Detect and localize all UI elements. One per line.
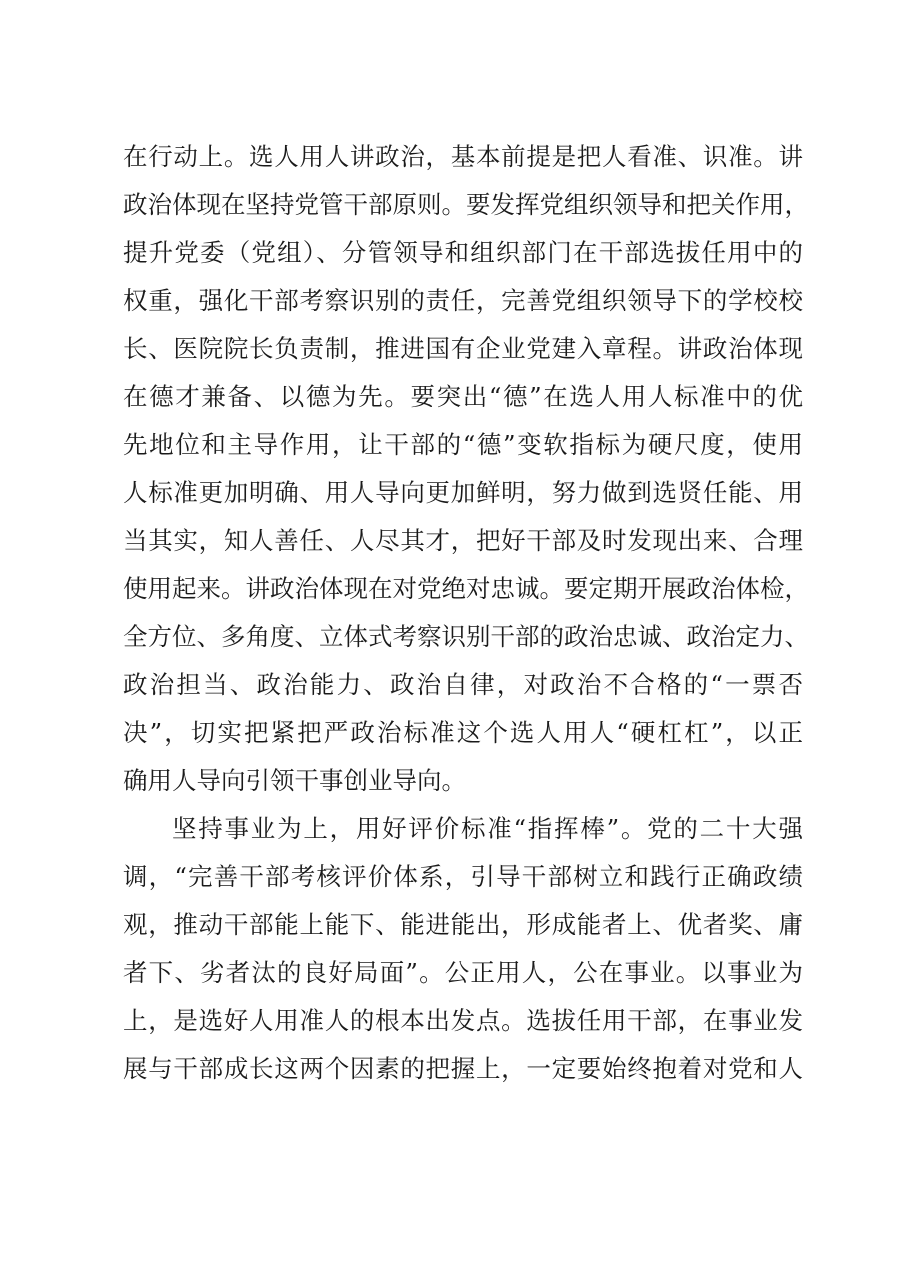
text-line: 展与干部成长这两个因素的把握上，一定要始终抱着对党和人 <box>123 1054 803 1083</box>
text-line: 人标准更加明确、用人导向更加鲜明，努力做到选贤任能、用 <box>123 478 803 507</box>
text-line: 政治体现在坚持党管干部原则。要发挥党组织领导和把关作用， <box>123 190 809 219</box>
text-line: 者下、劣者汰的良好局面”。公正用人，公在事业。以事业为 <box>123 958 803 987</box>
paragraph-first-line: 坚持事业为上，用好评价标准“指挥棒”。党的二十大强 <box>172 814 803 843</box>
text-line: 在行动上。选人用人讲政治，基本前提是把人看准、识准。讲 <box>123 142 803 171</box>
text-line: 决”，切实把紧把严政治标准这个选人用人“硬杠杠”，以正 <box>123 718 803 747</box>
text-line: 在德才兼备、以德为先。要突出“德”在选人用人标准中的优 <box>123 382 803 411</box>
text-line: 权重，强化干部考察识别的责任，完善党组织领导下的学校校 <box>123 286 803 315</box>
text-line: 使用起来。讲政治体现在对党绝对忠诚。要定期开展政治体检， <box>123 574 809 603</box>
text-line: 长、医院院长负责制，推进国有企业党建入章程。讲政治体现 <box>123 334 803 363</box>
text-line: 观，推动干部能上能下、能进能出，形成能者上、优者奖、庸 <box>123 910 803 939</box>
text-line: 全方位、多角度、立体式考察识别干部的政治忠诚、政治定力、 <box>123 622 809 651</box>
text-line: 调，“完善干部考核评价体系，引导干部树立和践行正确政绩 <box>123 862 803 891</box>
text-line: 确用人导向引领干事创业导向。 <box>123 766 466 795</box>
text-line: 提升党委（党组）、分管领导和组织部门在干部选拔任用中的 <box>123 238 803 267</box>
text-line: 上，是选好人用准人的根本出发点。选拔任用干部，在事业发 <box>123 1006 803 1035</box>
text-line: 政治担当、政治能力、政治自律，对政治不合格的“一票否 <box>123 670 803 699</box>
text-line: 先地位和主导作用，让干部的“德”变软指标为硬尺度，使用 <box>123 430 803 459</box>
text-line: 当其实，知人善任、人尽其才，把好干部及时发现出来、合理 <box>123 526 803 555</box>
